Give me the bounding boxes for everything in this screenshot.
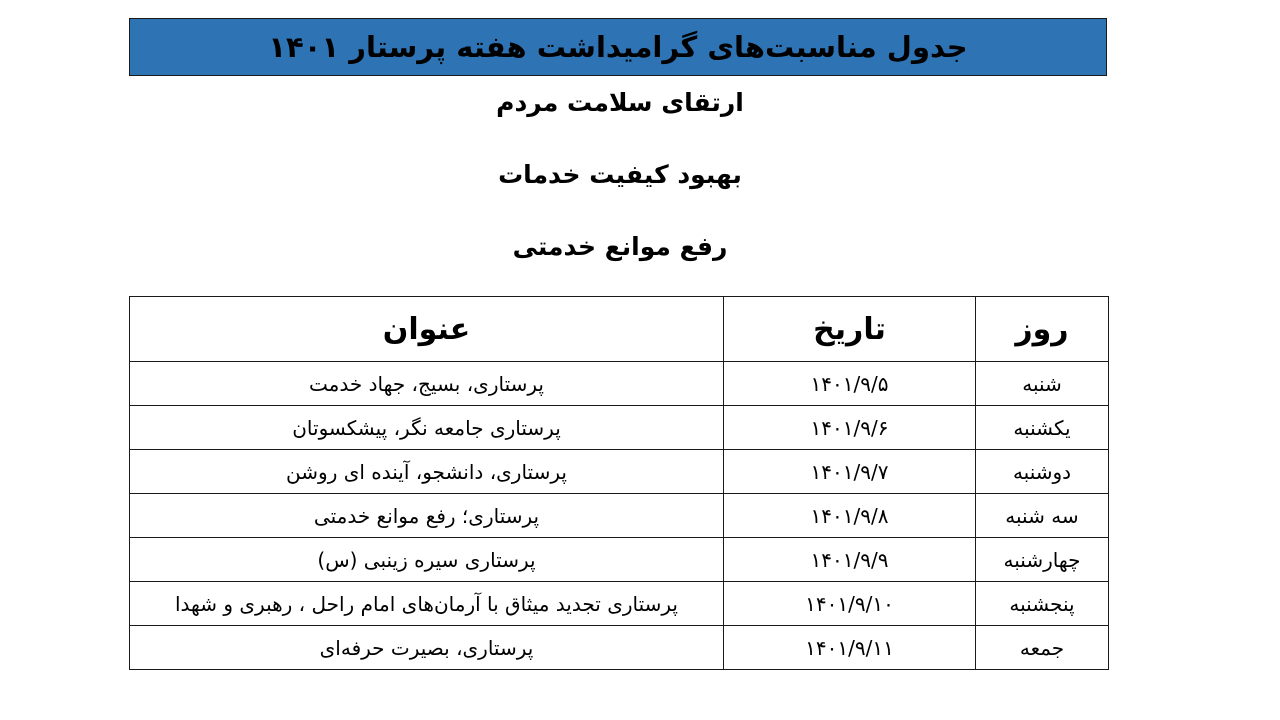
cell-title: پرستاری؛ رفع موانع خدمتی — [130, 494, 724, 538]
cell-day: شنبه — [976, 362, 1109, 406]
cell-day: پنجشنبه — [976, 582, 1109, 626]
table-row — [130, 494, 1109, 538]
cell-date: ۱۴۰۱/۹/۱۰ — [724, 582, 976, 626]
cell-day: چهارشنبه — [976, 538, 1109, 582]
table-row — [130, 406, 1109, 450]
table-row — [130, 626, 1109, 670]
cell-date: ۱۴۰۱/۹/۷ — [724, 450, 976, 494]
column-header-date: تاریخ — [724, 297, 976, 362]
cell-day: دوشنبه — [976, 450, 1109, 494]
cell-title: پرستاری، دانشجو، آینده ای روشن — [130, 450, 724, 494]
cell-title: پرستاری جامعه نگر، پیشکسوتان — [130, 406, 724, 450]
cell-date: ۱۴۰۱/۹/۶ — [724, 406, 976, 450]
cell-day: جمعه — [976, 626, 1109, 670]
column-header-day: روز — [976, 297, 1109, 362]
cell-title: پرستاری، بسیج، جهاد خدمت — [130, 362, 724, 406]
table-header-row — [130, 297, 1109, 362]
table-row — [130, 362, 1109, 406]
cell-title: پرستاری سیره زینبی (س) — [130, 538, 724, 582]
cell-date: ۱۴۰۱/۹/۱۱ — [724, 626, 976, 670]
cell-title: پرستاری تجدید میثاق با آرمان‌های امام راحل ، رهبری و شهدا — [130, 582, 724, 626]
column-header-title: عنوان — [130, 297, 724, 362]
page-title: جدول مناسبت‌های گرامیداشت هفته پرستار ۱۴۰۱ — [268, 30, 968, 64]
title-banner — [129, 18, 1107, 76]
schedule-table — [129, 296, 1109, 670]
slogan-public-health: ارتقای سلامت مردم — [496, 88, 744, 117]
cell-date: ۱۴۰۱/۹/۸ — [724, 494, 976, 538]
slogan-remove-obstacles: رفع موانع خدمتی — [512, 232, 728, 261]
table-row — [130, 582, 1109, 626]
slogan-service-quality: بهبود کیفیت خدمات — [498, 160, 742, 189]
cell-day: سه شنبه — [976, 494, 1109, 538]
cell-day: یکشنبه — [976, 406, 1109, 450]
cell-date: ۱۴۰۱/۹/۹ — [724, 538, 976, 582]
cell-title: پرستاری، بصیرت حرفه‌ای — [130, 626, 724, 670]
table-row — [130, 450, 1109, 494]
cell-date: ۱۴۰۱/۹/۵ — [724, 362, 976, 406]
table-row — [130, 538, 1109, 582]
